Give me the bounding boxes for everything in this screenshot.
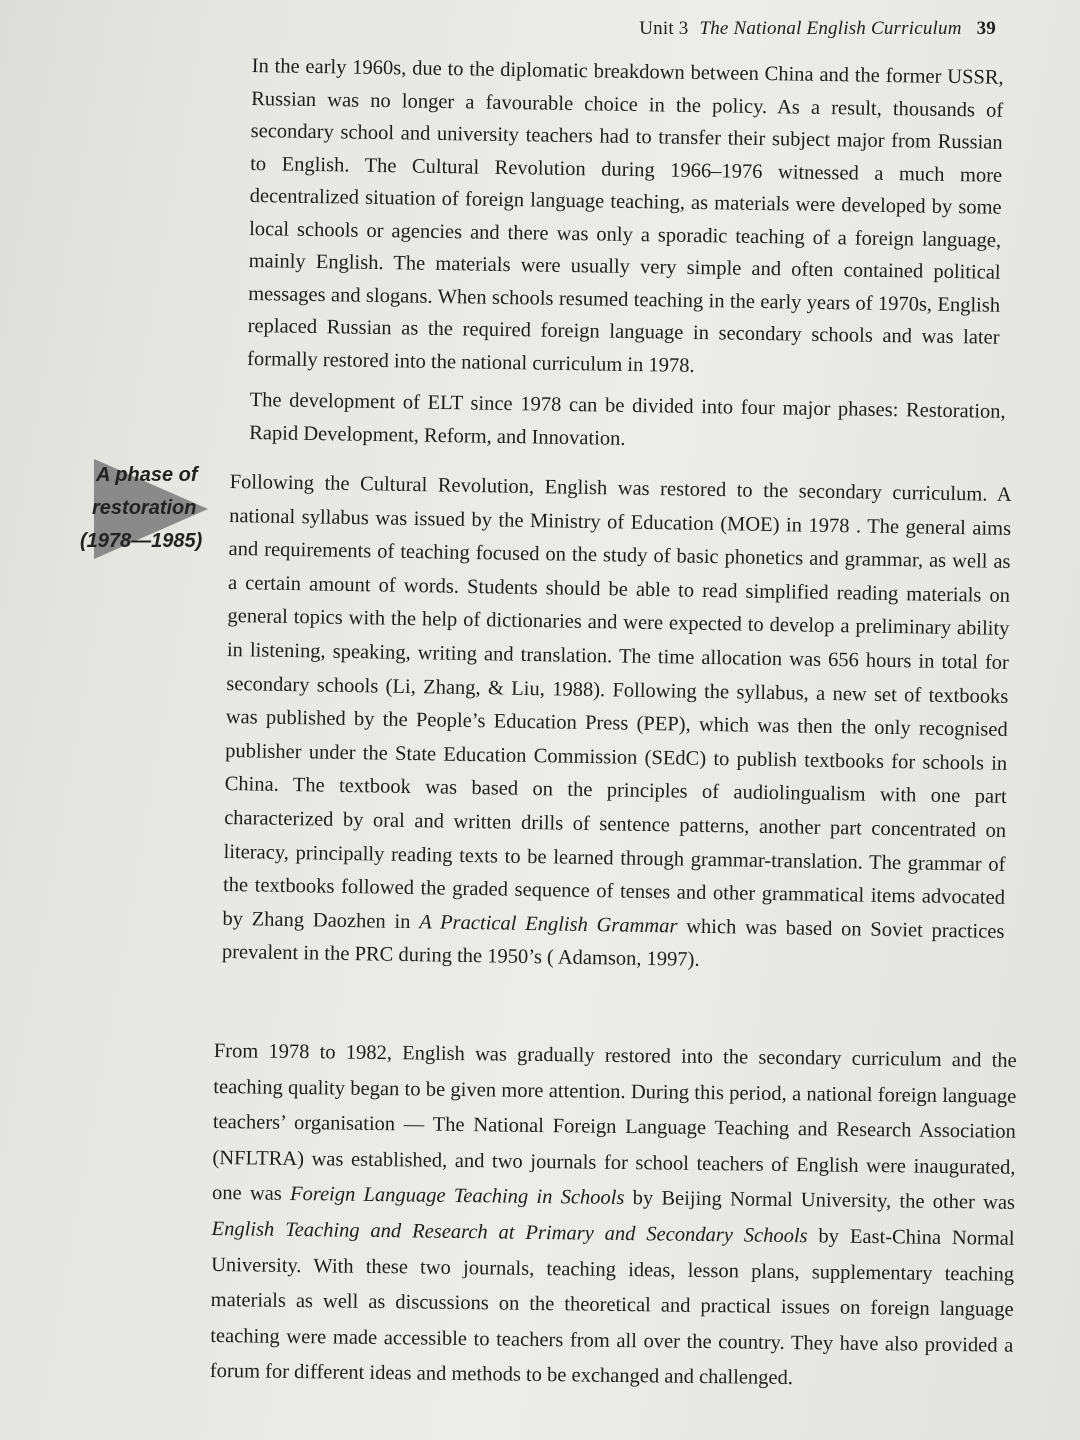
journal-title: Foreign Language Teaching in Schools — [289, 1183, 625, 1210]
margin-heading-line-2: restoration — [92, 497, 197, 519]
paragraph-text: by Beijing Normal University, the other was — [624, 1187, 1016, 1215]
paragraph-1978-1982 — [210, 1034, 1017, 1400]
chapter-title: The National English Curriculum — [699, 18, 962, 39]
margin-heading-line-3: (1978—1985) — [80, 530, 203, 552]
paragraph-1960s-history: In the early 1960s, due to the diplomatic breakdown between China and the former USSR, Russian was no longer a favourable choice in the policy. As a result, thousands of secondary school and university teachers had to transfer their subject major from Russian to English. The Cultural Revolution during 1966–1976 witnessed a much more decentralized situation of foreign language teaching, as materials were developed by some local schools or agencies and there was only a sporadic teaching of a foreign language, mainly English. The materials were usually very simple and often contained political messages and slogans. When schools resumed teaching in the early years of 1970s, English replaced Russian as the required foreign language in secondary schools and was later formally restored into the national curriculum in 1978. — [246, 54, 1004, 377]
paragraph-text: by East-China Normal University. With these two journals, teaching ideas, lesson plans, supplementary teaching materials as well as discussions on the theoretical and practical issues on foreign language teaching were made accessible to teachers from all over the country. They have also provided a forum for different ideas and methods to be exchanged and challenged. — [209, 1225, 1015, 1390]
unit-label: Unit 3 — [639, 18, 689, 39]
margin-heading-restoration — [78, 455, 228, 565]
journal-title: English Teaching and Research at Primary and Secondary Schools — [211, 1217, 808, 1248]
margin-heading-line-1: A phase of — [96, 464, 198, 486]
paragraph-text: From 1978 to 1982, English was gradually restored into the secondary curriculum and the teaching quality began to be given more attention. During this period, a national foreign language teachers’ organisation — The National Foreign Language Teaching and Research Association (NFLTRA) was established, and two journals for school teachers of English were inaugurated, one was — [211, 1039, 1017, 1206]
page-number: 39 — [976, 18, 996, 39]
paragraph-text: which was based on Soviet practices prevalent in the PRC during the 1950’s ( Adamson, 1997). — [221, 915, 1005, 972]
paragraph-text: Following the Cultural Revolution, English was restored to the secondary curriculum. A national syllabus was issued by the Ministry of Education (MOE) in 1978 . The general aims and requirements of teaching focused on the study of basic phonetics and grammar, as well as a certain amount of words. Students should be able to read simplified reading materials on general topics with the help of dictionaries and were expected to develop a preliminary ability in listening, speaking, writing and translation. The time allocation was 656 hours in total for secondary schools (Li, Zhang, & Liu, 1988). Following the syllabus, a new set of textbooks was published by the People’s Education Press (PEP), which was then the only recognised publisher under the State Education Commission (SEdC) to publish textbooks for schools in China. The textbook was based on the principles of audiolingualism with one part characterized by oral and written drills of sentence patterns, another part concentrated on literacy, principally reading texts to be learned through grammar-translation. The grammar of the textbooks followed the graded sequence of tenses and other grammatical items advocated by Zhang Daozhen in — [222, 470, 1012, 933]
book-title: A Practical English Grammar — [419, 910, 678, 938]
paragraph-restoration-phase — [222, 466, 1012, 983]
paragraph-four-phases: The development of ELT since 1978 can be divided into four major phases: Restoration, Rapid Development, Reform, and Innovation. — [249, 388, 1006, 450]
running-header — [639, 18, 996, 40]
